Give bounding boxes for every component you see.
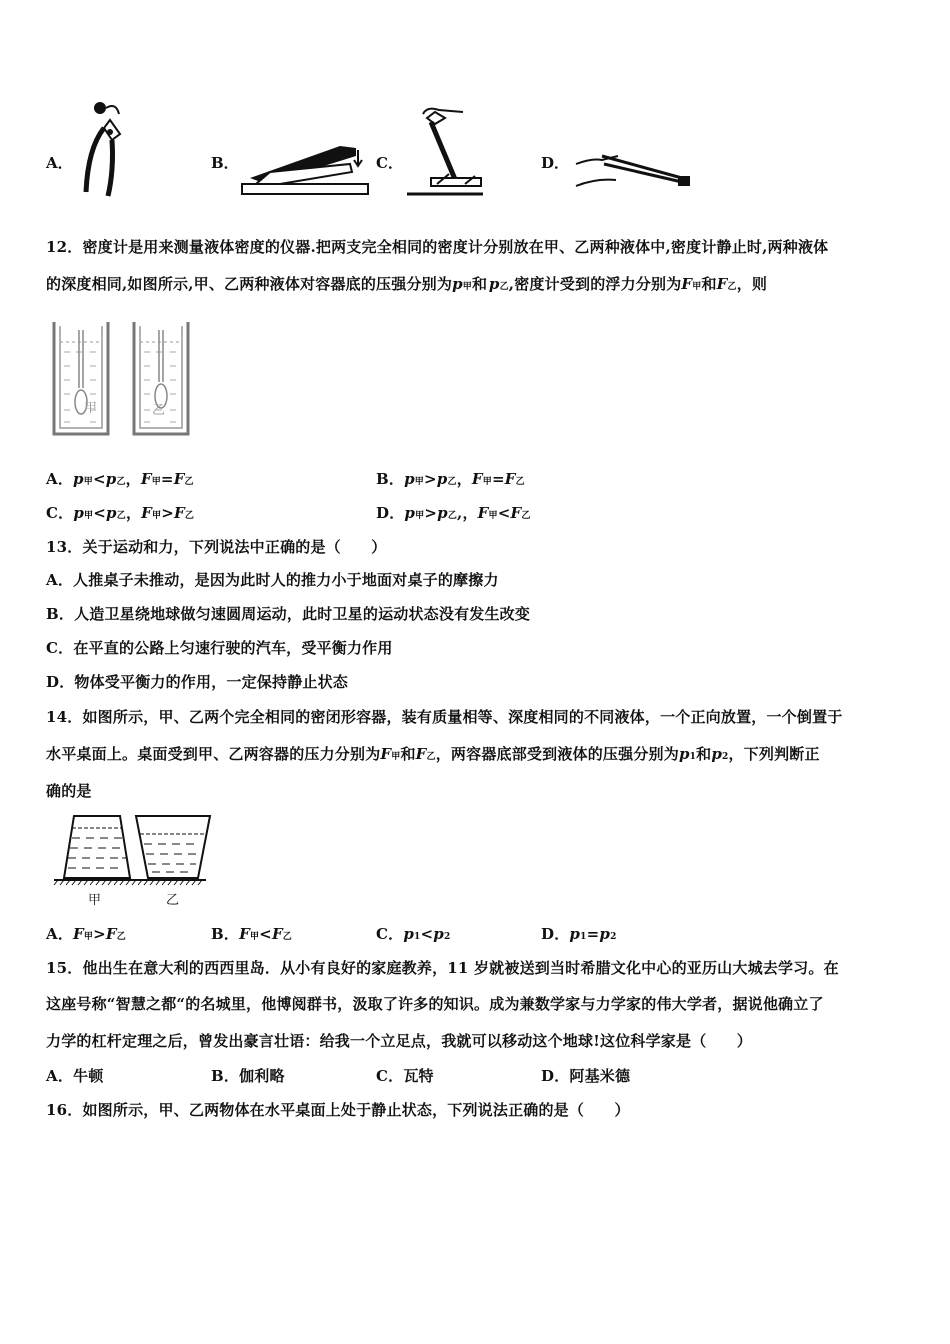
sub-2: 2 <box>610 932 617 942</box>
comma: ， <box>125 504 142 522</box>
q11-option-c[interactable]: C． <box>376 154 403 172</box>
sub-1: 1 <box>414 932 421 942</box>
opt-label: C． <box>46 504 74 522</box>
q13-option-b[interactable]: B．人造卫星绕地球做匀速圆周运动，此时卫星的运动状态没有发生改变 <box>46 605 531 623</box>
var-f-yi: F <box>716 275 728 293</box>
sub-jia-2: 甲 <box>692 282 702 292</box>
q13-option-c[interactable]: C．在平直的公路上匀速行驶的汽车，受平衡力作用 <box>46 639 393 657</box>
sub: 乙 <box>426 752 436 762</box>
q15-option-b[interactable]: B．伽利略 <box>211 1067 285 1085</box>
containers-figure <box>52 812 212 910</box>
word-he: 和 <box>471 275 488 293</box>
var-p1: p <box>569 925 581 943</box>
comma: ， <box>456 470 472 488</box>
q12-stem-line1: 12．密度计是用来测量液体密度的仪器.把两支完全相同的密度计分别放在甲、乙两种液体中,密度计静止时,两种液体 <box>46 238 829 256</box>
sub-2: 2 <box>444 932 451 942</box>
sub: 乙 <box>521 511 531 521</box>
stapler-icon <box>240 138 370 198</box>
q15-option-d[interactable]: D．阿基米德 <box>541 1067 631 1085</box>
sub: 乙 <box>447 511 458 521</box>
var-p: p <box>404 470 415 488</box>
opt-label: C． <box>376 925 404 943</box>
sub: 甲 <box>152 511 162 521</box>
word-he: 和 <box>696 745 712 763</box>
rel: > <box>424 504 438 522</box>
q11-option-b[interactable]: B． <box>211 154 239 172</box>
sub-1: 1 <box>580 932 587 942</box>
var-f: F <box>415 745 427 763</box>
tweezers-icon <box>572 142 697 197</box>
q14-text-b: ，两容器底部受到液体的压强分别为 <box>435 745 679 763</box>
word-he: 和 <box>400 745 416 763</box>
var-f: F <box>73 925 84 943</box>
rel: > <box>424 470 437 488</box>
sub-yi-2: 乙 <box>727 282 737 292</box>
rel: > <box>161 504 174 522</box>
q14-text-c: ，下列判断正 <box>728 745 820 763</box>
q12-option-a[interactable] <box>46 468 194 489</box>
opt-label: D． <box>376 504 405 522</box>
var-f: F <box>140 470 152 488</box>
q14-stem-line1: 14．如图所示，甲、乙两个完全相同的密闭形容器，装有质量相等、深度相同的不同液体，一个正向放置，一个倒置于 <box>46 708 843 726</box>
sub: 乙 <box>184 477 194 487</box>
sub: 乙 <box>116 477 126 487</box>
var-f: F <box>239 925 250 943</box>
var-p: p <box>404 504 416 522</box>
sub-jia: 甲 <box>462 282 472 292</box>
var-f: F <box>510 504 522 522</box>
rel: < <box>497 504 511 522</box>
var-f: F <box>105 925 117 943</box>
fig-label-yi: 乙 <box>152 403 166 418</box>
sub: 乙 <box>447 477 457 487</box>
opt-label: A． <box>46 470 74 488</box>
q14-option-b[interactable] <box>211 923 292 944</box>
sub-2: 2 <box>722 752 729 762</box>
var-p2: p <box>433 925 444 943</box>
crowbar-icon <box>405 104 485 199</box>
q12-text-a: 的深度相同,如图所示,甲、乙两种液体对容器底的压强分别为 <box>46 275 453 293</box>
q13-option-a[interactable]: A．人推桌子未推动，是因为此时人的推力小于地面对桌子的摩擦力 <box>46 571 499 589</box>
q12-stem-line2 <box>46 273 767 294</box>
comma: ,， <box>457 504 478 522</box>
sub: 乙 <box>515 477 525 487</box>
var-p1: p <box>678 745 690 763</box>
var-f-jia: F <box>681 275 693 293</box>
rel: < <box>92 470 106 488</box>
fig-label-jia: 甲 <box>84 401 98 416</box>
q13-stem: 13．关于运动和力，下列说法中正确的是（ ） <box>46 538 387 556</box>
sub: 乙 <box>116 932 126 942</box>
q12-option-b[interactable] <box>376 468 525 489</box>
q14-option-d[interactable] <box>541 923 617 944</box>
sub: 甲 <box>249 932 260 942</box>
var-p: p <box>437 504 448 522</box>
cap-yi: 乙 <box>166 893 180 908</box>
q12-text-b: ,密度计受到的浮力分别为 <box>508 275 682 293</box>
var-p: p <box>73 470 84 488</box>
rel: < <box>93 504 107 522</box>
var-p-jia: p <box>452 275 463 293</box>
sub: 甲 <box>151 477 161 487</box>
q11-option-d[interactable]: D． <box>541 154 570 172</box>
var-f: F <box>173 470 185 488</box>
var-p: p <box>106 504 117 522</box>
q14-stem-line3: 确的是 <box>46 782 92 800</box>
var-p2: p <box>711 745 723 763</box>
q15-option-c[interactable]: C．瓦特 <box>376 1067 434 1085</box>
q15-option-a[interactable]: A．牛顿 <box>46 1067 104 1085</box>
hydrometer-figure <box>50 318 200 443</box>
var-p: p <box>105 470 117 488</box>
q12-option-c[interactable] <box>46 502 194 523</box>
cap-jia: 甲 <box>88 893 102 908</box>
rel: = <box>491 470 505 488</box>
opt-label: B． <box>211 925 240 943</box>
word-he-2: 和 <box>701 275 717 293</box>
rel: = <box>586 925 600 943</box>
sub: 乙 <box>282 932 292 942</box>
var-p2: p <box>599 925 611 943</box>
var-p1: p <box>403 925 415 943</box>
sub: 甲 <box>83 932 94 942</box>
q14-text-a: 水平桌面上。桌面受到甲、乙两容器的压力分别为 <box>46 745 381 763</box>
q14-option-a[interactable] <box>46 923 126 944</box>
sub: 甲 <box>83 477 93 487</box>
var-f: F <box>271 925 283 943</box>
q15-stem-line2: 这座号称“智慧之都“的名城里，他博阅群书，汲取了许多的知识。成为兼数学家与力学家的伟大学者，据说他确立了 <box>46 995 824 1013</box>
q12-option-d[interactable] <box>376 502 531 523</box>
q15-stem-line1: 15．他出生在意大利的西西里岛．从小有良好的家庭教养，11 岁就被送到当时希腊文化中心的亚历山大城去学习。在 <box>46 959 839 977</box>
var-f: F <box>141 504 152 522</box>
var-f: F <box>504 470 516 488</box>
opt-label: A． <box>46 925 74 943</box>
sub: 乙 <box>184 511 195 521</box>
var-f: F <box>173 504 185 522</box>
var-f: F <box>380 745 392 763</box>
sub-yi: 乙 <box>499 282 509 292</box>
q13-option-d[interactable]: D．物体受平衡力的作用，一定保持静止状态 <box>46 673 349 691</box>
rel: < <box>259 925 272 943</box>
pliers-icon <box>74 100 134 200</box>
sub-1: 1 <box>689 752 697 762</box>
opt-label: B． <box>376 470 405 488</box>
var-f: F <box>471 470 483 488</box>
sub: 甲 <box>482 477 492 487</box>
sub: 甲 <box>391 752 401 762</box>
rel: = <box>160 470 174 488</box>
q12-text-c: ，则 <box>736 275 768 293</box>
rel: > <box>93 925 106 943</box>
comma: ， <box>125 470 141 488</box>
var-p: p <box>436 470 448 488</box>
rel: < <box>420 925 434 943</box>
q11-option-a[interactable]: A． <box>46 154 73 172</box>
var-p2: p <box>488 275 500 293</box>
opt-label: D． <box>541 925 570 943</box>
q14-stem-line2 <box>46 743 820 764</box>
var-f: F <box>477 504 489 522</box>
sub: 甲 <box>414 477 424 487</box>
sub: 甲 <box>415 511 425 521</box>
sub: 乙 <box>116 511 126 521</box>
sub: 甲 <box>488 511 498 521</box>
q14-option-c[interactable] <box>376 923 450 944</box>
sub: 甲 <box>84 511 94 521</box>
q16-stem: 16．如图所示，甲、乙两物体在水平桌面上处于静止状态，下列说法正确的是（ ） <box>46 1101 630 1119</box>
var-p: p <box>73 504 85 522</box>
q15-stem-line3: 力学的杠杆定理之后，曾发出豪言壮语：给我一个立足点，我就可以移动这个地球!这位科学家是（ ） <box>46 1032 752 1050</box>
